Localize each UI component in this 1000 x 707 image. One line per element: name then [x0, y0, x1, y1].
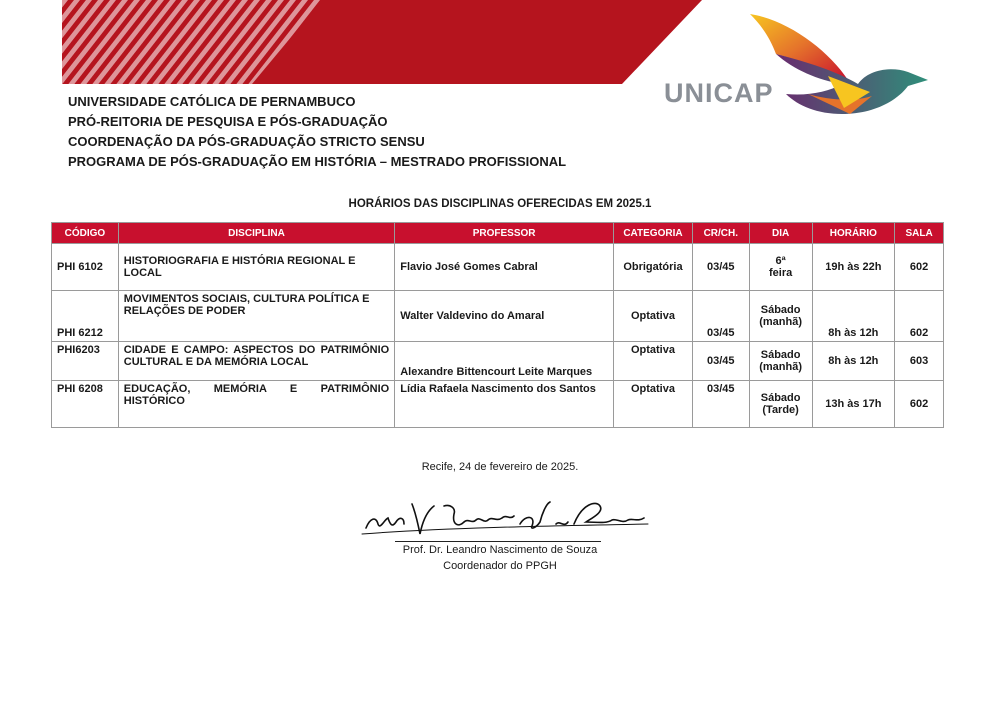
cell-day	[749, 244, 812, 291]
handwritten-signature	[360, 494, 650, 540]
cell-day-line2: (Tarde)	[762, 404, 799, 416]
cell-category: Obrigatória	[614, 244, 693, 291]
cell-day	[749, 342, 812, 381]
cell-time: 13h às 17h	[812, 381, 895, 428]
cell-credits: 03/45	[692, 244, 749, 291]
cell-discipline: CIDADE E CAMPO: ASPECTOS DO PATRIMÔNIO CULTURAL E DA MEMÓRIA LOCAL	[118, 342, 394, 381]
signer-block	[0, 542, 1000, 574]
cell-day	[749, 291, 812, 342]
logo-wordmark: UNICAP	[664, 78, 774, 108]
cell-professor: Lídia Rafaela Nascimento dos Santos	[395, 381, 614, 428]
table-row	[52, 342, 944, 381]
institution-line-coordination: COORDENAÇÃO DA PÓS-GRADUAÇÃO STRICTO SENSU	[68, 134, 425, 149]
institution-line-university: UNIVERSIDADE CATÓLICA DE PERNAMBUCO	[68, 94, 356, 109]
cell-code: PHI6203	[52, 342, 119, 381]
cell-day-line1: 6ª	[775, 255, 786, 267]
cell-discipline: MOVIMENTOS SOCIAIS, CULTURA POLÍTICA E RELAÇÕES DE PODER	[118, 291, 394, 342]
signer-role: Coordenador do PPGH	[443, 560, 557, 572]
cell-professor: Alexandre Bittencourt Leite Marques	[395, 342, 614, 381]
header-category: CATEGORIA	[614, 223, 693, 244]
cell-day-line1: Sábado	[760, 349, 801, 361]
cell-room: 602	[895, 244, 944, 291]
cell-code: PHI 6208	[52, 381, 119, 428]
header-professor: PROFESSOR	[395, 223, 614, 244]
header-code: CÓDIGO	[52, 223, 119, 244]
cell-discipline: HISTORIOGRAFIA E HISTÓRIA REGIONAL E LOCAL	[118, 244, 394, 291]
cell-day-line2: (manhã)	[759, 316, 802, 328]
table-row	[52, 244, 944, 291]
cell-professor: Walter Valdevino do Amaral	[395, 291, 614, 342]
cell-code: PHI 6102	[52, 244, 119, 291]
header-band	[62, 0, 702, 84]
cell-professor: Flavio José Gomes Cabral	[395, 244, 614, 291]
table-row	[52, 381, 944, 428]
header-credits: CR/CH.	[692, 223, 749, 244]
cell-category: Optativa	[614, 342, 693, 381]
cell-day-line1: Sábado	[760, 392, 801, 404]
place-date: Recife, 24 de fevereiro de 2025.	[421, 461, 579, 473]
cell-day-line2: feira	[768, 267, 793, 279]
cell-day-line1: Sábado	[760, 304, 801, 316]
cell-room: 602	[895, 291, 944, 342]
table-header-row	[52, 223, 944, 244]
cell-time: 8h às 12h	[812, 342, 895, 381]
cell-room: 602	[895, 381, 944, 428]
institution-header	[68, 92, 566, 172]
table-row	[52, 291, 944, 342]
header-day: DIA	[749, 223, 812, 244]
cell-discipline: EDUCAÇÃO, MEMÓRIA E PATRIMÔNIO HISTÓRICO	[118, 381, 394, 428]
cell-time: 8h às 12h	[812, 291, 895, 342]
header-time: HORÁRIO	[812, 223, 895, 244]
institution-line-program: PROGRAMA DE PÓS-GRADUAÇÃO EM HISTÓRIA – MESTRADO PROFISSIONAL	[68, 154, 567, 169]
cell-room: 603	[895, 342, 944, 381]
cell-time: 19h às 22h	[812, 244, 895, 291]
cell-credits: 03/45	[692, 342, 749, 381]
cell-category: Optativa	[614, 381, 693, 428]
schedule-table	[51, 222, 944, 428]
cell-day	[749, 381, 812, 428]
cell-code: PHI 6212	[52, 291, 119, 342]
institution-line-pro-rectorate: PRÓ-REITORIA DE PESQUISA E PÓS-GRADUAÇÃO	[68, 114, 388, 129]
cell-category: Optativa	[614, 291, 693, 342]
header-discipline: DISCIPLINA	[118, 223, 394, 244]
header-room: SALA	[895, 223, 944, 244]
document-title: HORÁRIOS DAS DISCIPLINAS OFERECIDAS EM 2025.1	[348, 198, 652, 210]
cell-credits: 03/45	[692, 291, 749, 342]
signer-name: Prof. Dr. Leandro Nascimento de Souza	[402, 544, 598, 556]
cell-credits: 03/45	[692, 381, 749, 428]
cell-day-line2: (manhã)	[759, 361, 802, 373]
